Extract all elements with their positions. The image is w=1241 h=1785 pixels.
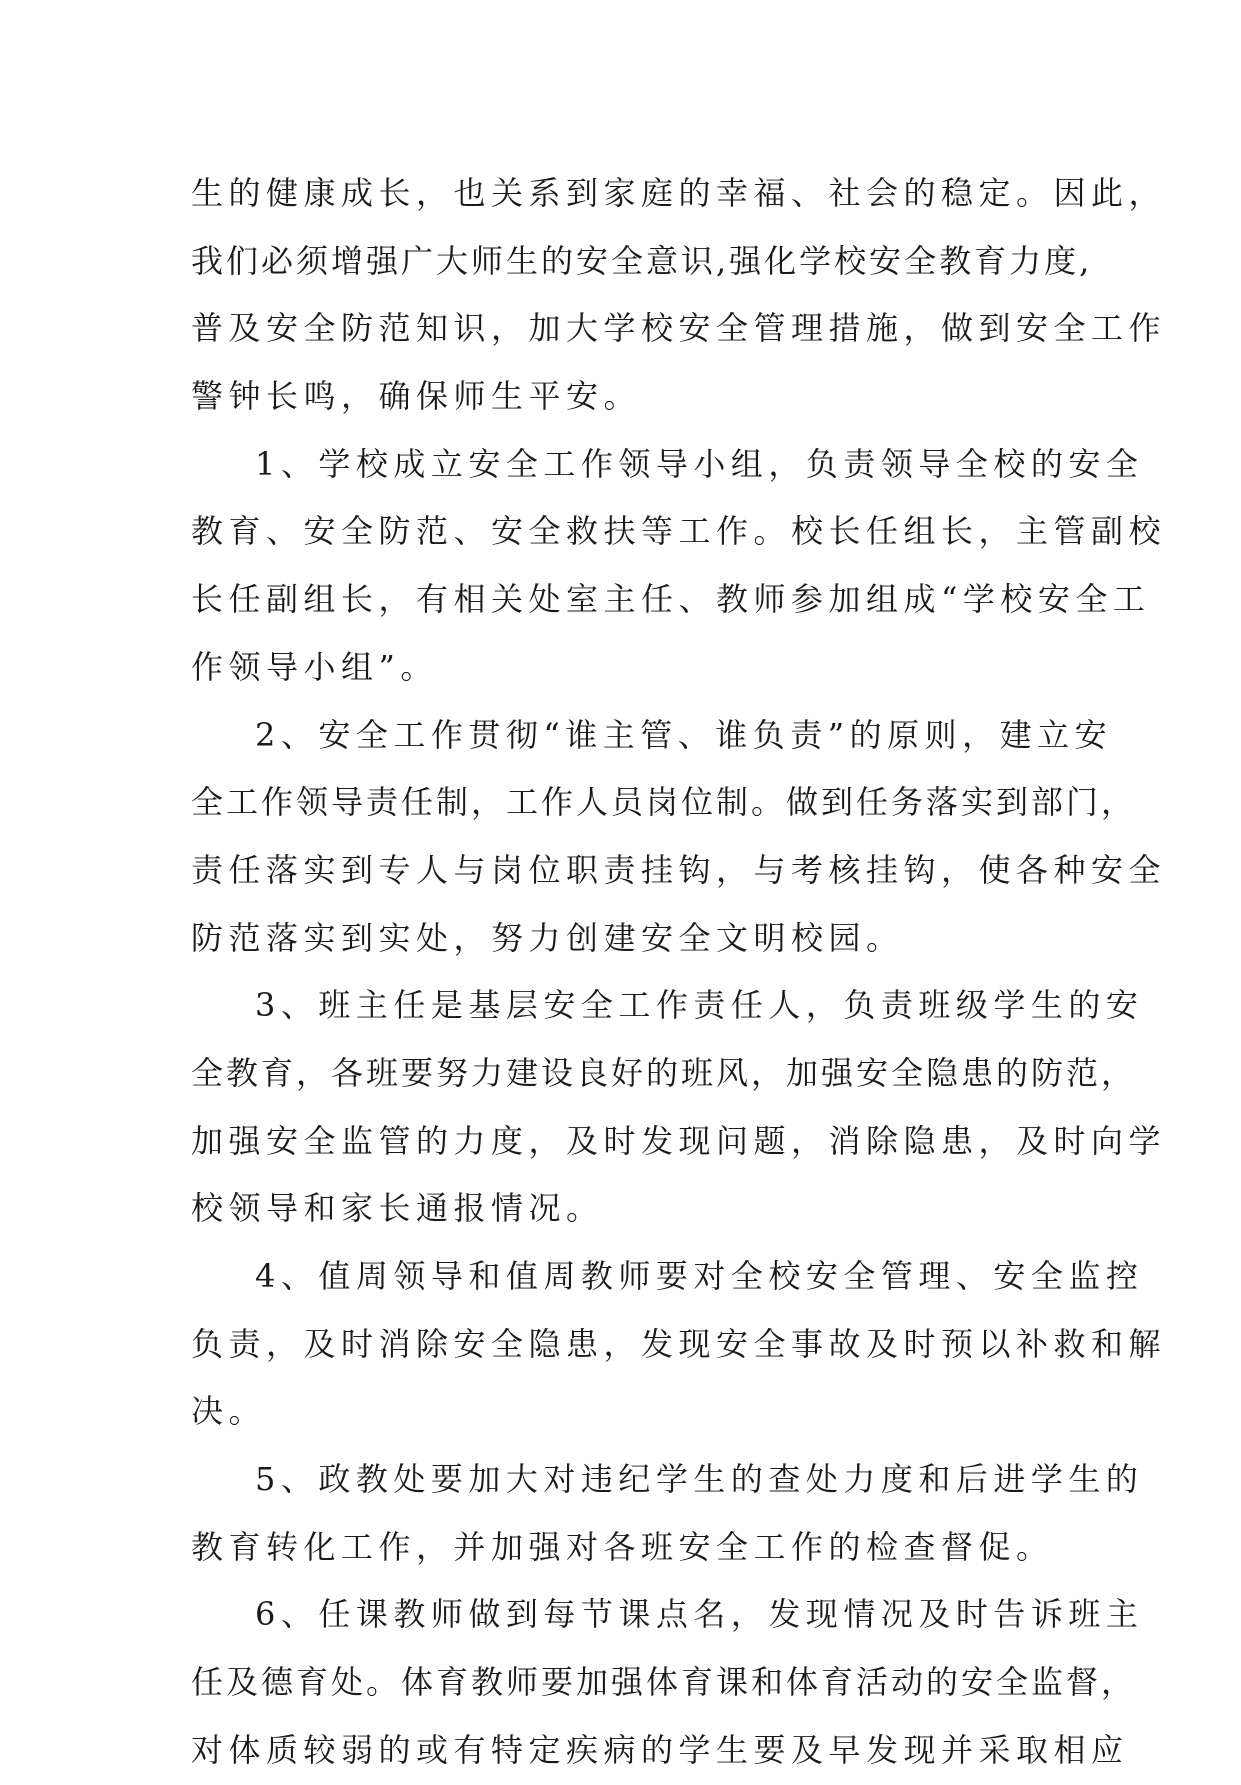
text-line: 防范落实到实处，努力创建安全文明校园。 [191, 918, 904, 957]
text-line: 全工作领导责任制，工作人员岗位制。做到任务落实到部门， [191, 783, 1137, 822]
text-line: 作领导小组”。 [191, 647, 438, 686]
text-line: 警钟长鸣，确保师生平安。 [191, 377, 642, 416]
paragraph-start-line: 2、安全工作贯彻“谁主管、谁负责”的原则，建立安 [255, 715, 1113, 754]
paragraph-start-line: 3、班主任是基层安全工作责任人，负责班级学生的安 [255, 986, 1144, 1025]
text-line: 加强安全监管的力度，及时发现问题，消除隐患，及时向学 [191, 1121, 1167, 1160]
text-line: 教育转化工作，并加强对各班安全工作的检查督促。 [191, 1527, 1054, 1566]
text-line: 责任落实到专人与岗位职责挂钩，与考核挂钩，使各种安全 [191, 850, 1167, 889]
text-line: 全教育，各班要努力建设良好的班风，加强安全隐患的防范， [191, 1053, 1137, 1092]
paragraph-start-line: 4、值周领导和值周教师要对全校安全管理、安全监控 [255, 1257, 1144, 1295]
text-line: 长任副组长，有相关处室主任、教师参加组成“学校安全工 [191, 580, 1151, 619]
paragraph-start-line: 6、任课教师做到每节课点名，发现情况及时告诉班主 [255, 1595, 1144, 1634]
text-line: 对体质较弱的或有特定疾病的学生要及早发现并采取相应 [191, 1730, 1129, 1769]
text-line: 任及德育处。体育教师要加强体育课和体育活动的安全监督， [191, 1663, 1137, 1702]
text-line: 生的健康成长，也关系到家庭的幸福、社会的稳定。因此， [191, 174, 1167, 212]
text-line: 决。 [191, 1392, 267, 1431]
paragraph-start-line: 1、学校成立安全工作领导小组，负责领导全校的安全 [255, 444, 1144, 483]
text-line: 普及安全防范知识，加大学校安全管理措施，做到安全工作 [191, 309, 1167, 348]
paragraph-start-line: 5、政教处要加大对违纪学生的查处力度和后进学生的 [255, 1460, 1144, 1499]
text-line: 我们必须增强广大师生的安全意识,强化学校安全教育力度, [191, 241, 1093, 280]
body-text [191, 160, 1167, 1785]
text-line: 负责，及时消除安全隐患，发现安全事故及时预以补救和解 [191, 1324, 1167, 1363]
text-line: 校领导和家长通报情况。 [191, 1189, 604, 1228]
text-line: 教育、安全防范、安全救扶等工作。校长任组长，主管副校 [191, 512, 1167, 551]
